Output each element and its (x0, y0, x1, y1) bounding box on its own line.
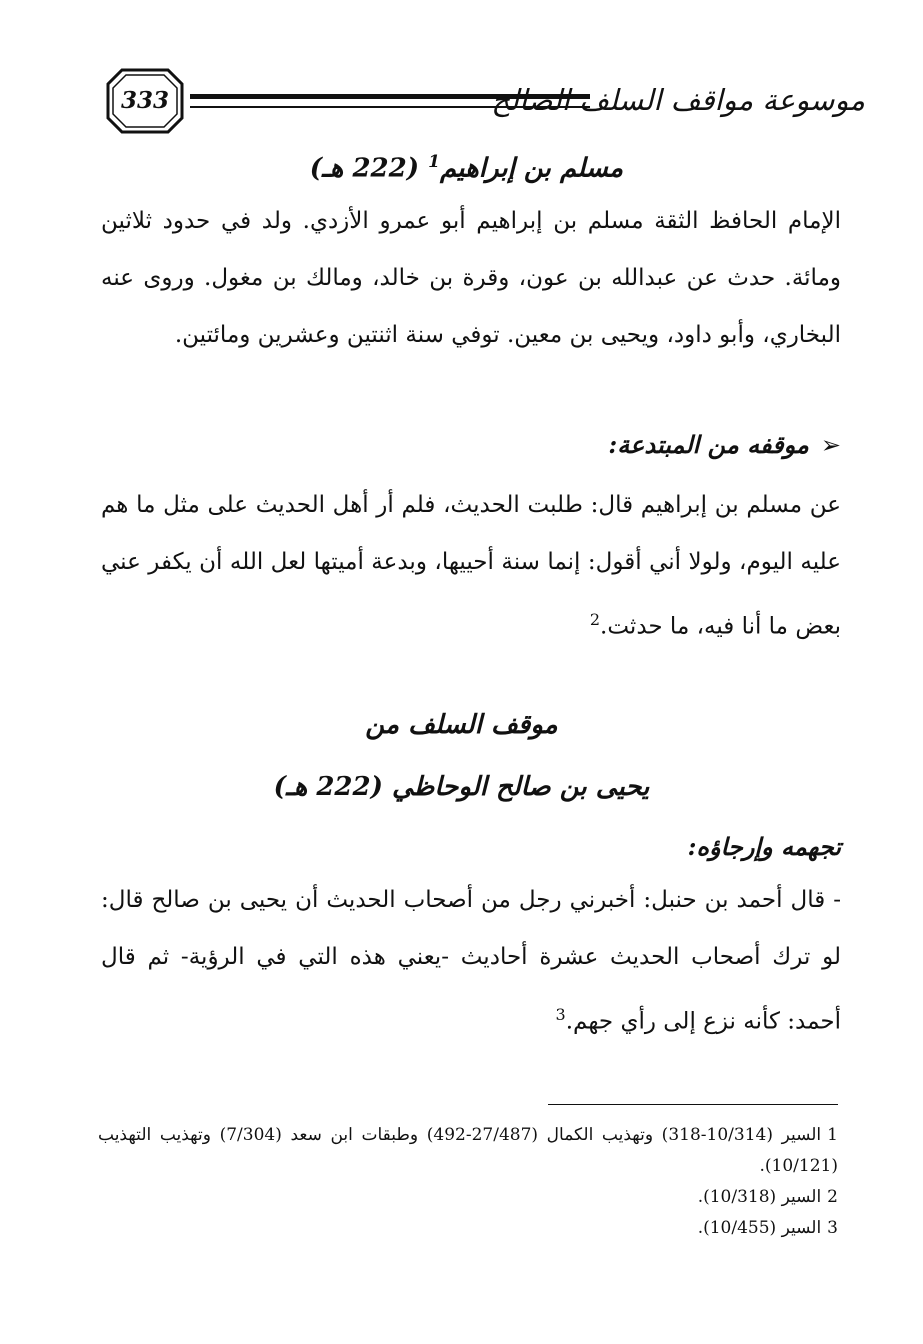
quote-text: عن مسلم بن إبراهيم قال: طلبت الحديث، فلم أر أهل الحديث على مثل ما هم عليه اليوم، ولولا أني أقول: إنما سنة أحييها، وبدعة أميتها لعل الله أن يكفر عني بعض ما أنا فيه، ما حدثت. (101, 492, 841, 640)
footnote-item (98, 1120, 838, 1182)
biography-title (310, 140, 623, 191)
footnote-number: 2 (827, 1187, 838, 1207)
page-header (100, 66, 865, 138)
biography-date: (222 هـ) (309, 153, 420, 184)
series-title: موسوعة مواقف السلف الصالح (491, 83, 865, 117)
footnote-ref-3[interactable]: 3 (555, 1005, 566, 1024)
page-number: 333 (120, 87, 169, 114)
footnote-text: السير (10/455). (697, 1218, 822, 1238)
footnote-number: 1 (827, 1125, 838, 1145)
footnote-separator (548, 1104, 838, 1105)
footnote-ref-1[interactable]: 1 (428, 152, 440, 172)
footnote-text: السير (10/318). (697, 1187, 822, 1207)
page-number-badge (106, 68, 184, 134)
arrow-bullet-icon: ➢ (820, 431, 841, 459)
footnote-item (98, 1213, 838, 1244)
biography-paragraph: الإمام الحافظ الثقة مسلم بن إبراهيم أبو عمرو الأزدي. ولد في حدود ثلاثين ومائة. حدث عن عبدالله بن عون، وقرة بن خالد، ومالك بن مغول. وروى عنه البخاري، وأبو داود، ويحيى بن معين. توفي سنة اثنتين وعشرين ومائتين. (101, 208, 841, 348)
subheading-jahmiyya: تجهمه وإرجاؤه: (687, 832, 841, 861)
section2-title-line1: موقف السلف من (365, 710, 558, 740)
biography-name: مسلم بن إبراهيم (439, 153, 623, 184)
section2-title-line2: يحيى بن صالح الوحاظي (222 هـ) (273, 772, 650, 802)
footnote-number: 3 (827, 1218, 838, 1238)
section2-text: - قال أحمد بن حنبل: أخبرني رجل من أصحاب الحديث أن يحيى بن صالح قال: لو ترك أصحاب الحديث عشرة أحاديث -يعني هذه التي في الرؤية- ثم قال أحمد: كأنه نزع إلى رأي جهم. (101, 887, 841, 1035)
footnote-text: السير (10/314-318) وتهذيب الكمال (27/487-492) وطبقات ابن سعد (7/304) وتهذيب التهذيب (10/121). (98, 1125, 838, 1176)
footnote-ref-2[interactable]: 2 (589, 610, 601, 629)
footnotes (98, 1120, 838, 1244)
subheading-stance (608, 420, 841, 470)
footnote-item (98, 1182, 838, 1213)
quote-paragraph (101, 477, 841, 656)
subheading-stance-text: موقفه من المبتدعة: (608, 430, 809, 459)
section2-paragraph (101, 872, 841, 1051)
